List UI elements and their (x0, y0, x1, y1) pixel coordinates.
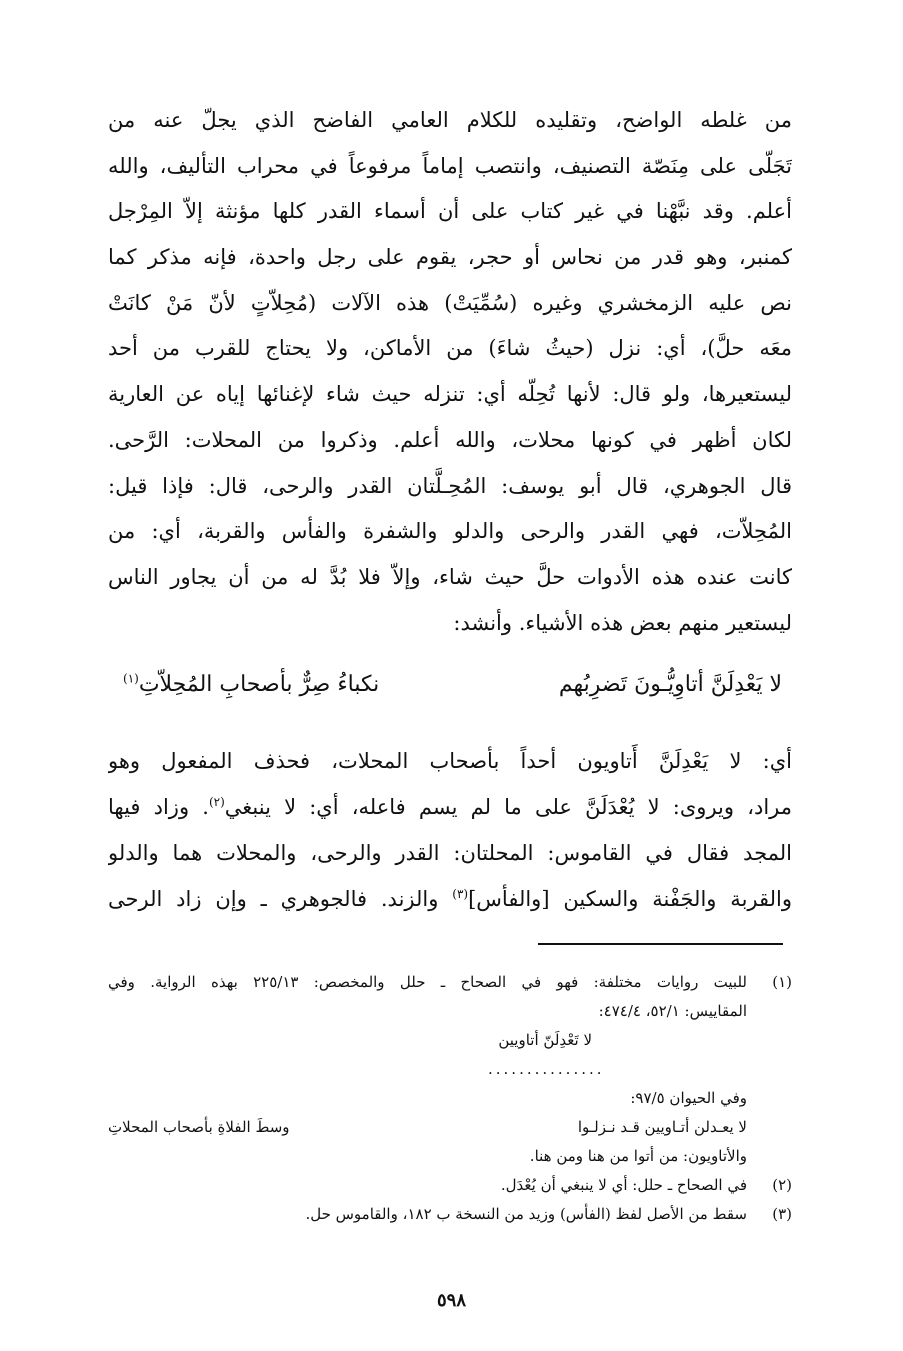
body-line: كانت عنده هذه الأدوات حلَّ حيث شاء، وإلاّ فلا بُدَّ له من أن يجاور الناس (108, 564, 792, 589)
body-line-text-after: والزند. فالجوهري ـ وإن زاد الرحى (108, 887, 453, 911)
main-text-block-2 (108, 738, 792, 922)
body-line: معَه حلَّ)، أي: نزل (حيثُ شاءَ) من الأماكن، ولا يحتاج للقرب من أحد (108, 336, 792, 361)
body-line: كمنبر، وهو قدر من نحاس أو حجر، يقوم على رجل واحدة، فإنه مذكر كما (108, 245, 792, 270)
body-line-text: أي: لا يَعْدِلَنَّ أَتاويون أحداً بأصحاب المحلات، فحذف المفعول وهو (108, 749, 792, 773)
footnote-3 (108, 1200, 792, 1229)
footnote-text: للبيت روايات مختلفة: فهو في الصحاح ـ حلل والمخصص: ٢٢٥/١٣ بهذه الرواية. وفي (108, 973, 747, 991)
footnote-verse-fragment: لا تَعْدِلَنّ أتاويين (498, 1031, 592, 1049)
body-line: المُحِلاّت، فهي القدر والرحى والدلو والشفرة والفأس والقربة، أي: من (108, 519, 792, 544)
footnote-1-verse (108, 1113, 792, 1142)
footnote-text: في الصحاح ـ حلل: أي لا ينبغي أن يُعْدَل. (500, 1176, 747, 1194)
body-line: لكان أظهر في كونها محلات، والله أعلم. وذكروا من المحلات: الرَّحى. (108, 427, 792, 452)
body-line-text: والقربة والجَفْنة والسكين [والفأس] (468, 887, 792, 911)
body-line (108, 830, 792, 876)
body-line: أعلم. وقد نبَّهْنا في غير كتاب على أن أسماء القدر كلها مؤنثة إلاّ المِرْجل (108, 199, 792, 224)
footnote-1 (108, 968, 792, 997)
body-line (108, 738, 792, 784)
footnote-ref: (٣) (452, 887, 469, 901)
footnote-verse-second: وسطَ الفلاةِ بأصحاب المحلاتِ (108, 1118, 290, 1136)
footnote-text: سقط من الأصل لفظ (الفأس) وزيد من النسخة ب ١٨٢، والقاموس حل. (305, 1205, 747, 1223)
footnote-1-line (108, 1055, 792, 1084)
body-line: من غلطه الواضح، وتقليده للكلام العامي الفاضح الذي يجلّ عنه من (108, 108, 792, 132)
footnote-text: والأتاويون: من أتوا من هنا ومن هنا. (529, 1147, 747, 1165)
footnote-1-line (108, 1142, 792, 1171)
footnote-1-line (108, 1026, 792, 1055)
footnote-number: (٢) (772, 1176, 792, 1194)
verse-second-hemistich-text: نكباءُ صِرٌّ بأصحابِ المُحِلاّتِ (138, 672, 380, 697)
body-line: نص عليه الزمخشري وغيره (سُمِّيَتْ) هذه الآلات (مُحِلاّتٍ لأنّ مَنْ كانَتْ (108, 290, 792, 315)
body-line: قال الجوهري، قال أبو يوسف: المُحِـلَّتان القدر والرحى، قال: فإذا قيل: (108, 473, 792, 498)
body-line (108, 876, 792, 922)
verse-first-hemistich: لا يَعْدِلَنَّ أتاوِيُّـونَ تَضرِبُهم (558, 672, 782, 697)
body-line-text: مراد، ويروى: لا يُعْدَلَنَّ على ما لم يسم فاعله، أي: لا ينبغي (224, 795, 792, 819)
body-line-text-after: . وزاد فيها (108, 795, 209, 819)
body-line: ليستعير منهم بعض هذه الأشياء. وأنشد: (453, 610, 792, 635)
footnote-1-line (108, 1084, 792, 1113)
poetry-verse (108, 660, 792, 710)
main-text-block (108, 98, 792, 646)
footnote-ref: (١) (123, 671, 139, 686)
footnote-separator (538, 943, 783, 945)
verse-second-hemistich (123, 660, 379, 710)
footnote-text: وفي الحيوان ٩٧/٥: (630, 1089, 747, 1107)
footnote-ref: (٢) (208, 795, 225, 809)
footnote-text: المقاييس: ٥٢/١، ٤٧٤/٤: (598, 1002, 747, 1020)
body-line (108, 784, 792, 830)
footnote-ellipsis: ............... (488, 1060, 605, 1078)
footnote-2 (108, 1171, 792, 1200)
footnote-verse-first: لا يعـدلن أتـاويين قـد نـزلـوا (577, 1118, 747, 1136)
footnote-number: (٣) (772, 1205, 792, 1223)
body-line: تَجَلّى على مِنَصّة التصنيف، وانتصب إماماً مرفوعاً في محراب التأليف، والله (108, 153, 792, 178)
footnotes (108, 968, 792, 1229)
footnote-number: (١) (772, 973, 792, 991)
body-line: ليستعيرها، ولو قال: لأنها تُحِلّه أي: تنزله حيث شاء لإغنائها إياه عن العارية (108, 382, 792, 407)
body-line-text: المجد فقال في القاموس: المحلتان: القدر والرحى، والمحلات هما والدلو (108, 841, 792, 865)
page-number: ٥٩٨ (436, 1290, 466, 1311)
footnote-1-line (108, 997, 792, 1026)
